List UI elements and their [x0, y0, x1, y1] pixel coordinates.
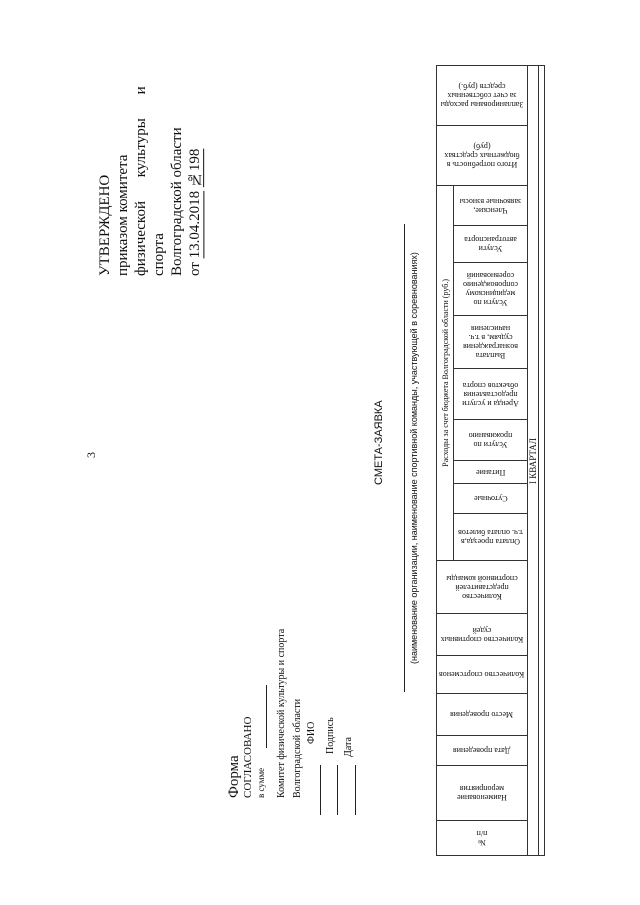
approval-line: Волгоградской области [169, 127, 185, 276]
header-label: Расходы за счет бюджета Волгоградской области (руб.) [440, 279, 450, 467]
header-label: Услуги автотранспорта [464, 235, 517, 253]
approval-line: спорта [151, 233, 167, 276]
signature-label: Подпись [325, 717, 336, 754]
approval-date-line [186, 118, 204, 276]
committee-line: Комитет физической культуры и спорта [276, 628, 287, 798]
approval-line: физической культуры и [133, 86, 149, 276]
header-fees [453, 185, 528, 226]
header-event-name [436, 765, 528, 821]
approval-block [96, 86, 206, 276]
header-own-funds [436, 65, 528, 126]
header-label: Дата проведения [453, 746, 511, 755]
header-transport [453, 225, 528, 263]
data-row [538, 65, 545, 856]
approval-line: приказом комитета [115, 154, 131, 276]
header-label: Количество спортивных судей [440, 625, 524, 644]
signature-line [337, 765, 338, 815]
header-judges [436, 613, 528, 656]
header-accommodation [453, 419, 528, 461]
header-budget-group [436, 185, 454, 561]
header-label: Запланированы расходы за счет собственных средств (руб.) [440, 82, 524, 109]
fio-line [320, 765, 321, 815]
header-label: № п/п [476, 829, 488, 847]
sum-field-line [266, 685, 267, 748]
document-caption: (наименование организации, наименование спортивной команды, участвующей в соревнованиях) [409, 252, 419, 664]
committee-line: Волгоградской области [292, 698, 303, 798]
header-label: Услуги по медицинскому сопровождению соревнований [462, 271, 519, 307]
header-total-budget [436, 125, 528, 186]
form-label: Форма [226, 755, 242, 798]
header-label: Итого потребность в бюджетных средствах (руб) [444, 142, 520, 169]
agreement-title: СОГЛАСОВАНО [242, 716, 254, 798]
header-food [453, 460, 528, 484]
header-label: Питание [475, 467, 506, 477]
header-representatives [436, 560, 528, 614]
approval-number: №198 [187, 148, 203, 188]
header-label: Суточные [473, 494, 508, 503]
organization-field-line [404, 224, 405, 692]
header-place [436, 693, 528, 736]
header-label: Место проведения [450, 710, 514, 719]
header-daily [453, 483, 528, 514]
page-number: 3 [84, 452, 98, 458]
header-label: Членские, заявочные взносы [459, 196, 522, 215]
header-label: Аренда и услуги предоставления объектов спорта [462, 380, 519, 408]
quarter-label: I КВАРТАЛ [528, 437, 538, 484]
approval-date: 13.04.2018 [187, 190, 203, 259]
header-label: Выплата вознаграждения судьям, в т.ч. начисления [463, 324, 518, 360]
header-travel [453, 513, 528, 561]
date-label: Дата [343, 737, 354, 757]
fio-label: ФИО [306, 721, 317, 744]
approval-title: УТВЕРЖДЕНО [97, 174, 113, 276]
header-judges-pay [453, 315, 528, 369]
sum-label: в сумме [256, 767, 266, 798]
header-label: Услуги по проживанию [468, 431, 513, 449]
date-prefix: от [187, 262, 203, 276]
header-label: Оплата проезда,в т.ч. оплата билетов [458, 528, 523, 546]
header-label: Количество представителей спортивной команды [446, 573, 518, 601]
header-rent [453, 368, 528, 420]
date-line [355, 765, 356, 815]
header-athletes [436, 655, 528, 694]
header-number [436, 820, 528, 856]
header-label: Наименование мероприятия [457, 784, 507, 802]
header-label: Количество спортсменов [439, 670, 525, 679]
header-medical [453, 262, 528, 316]
document-title: СМЕТА-ЗАЯВКА [373, 400, 385, 485]
header-date [436, 735, 528, 766]
